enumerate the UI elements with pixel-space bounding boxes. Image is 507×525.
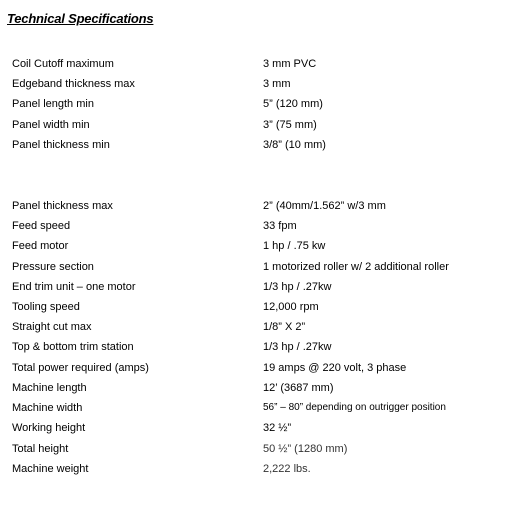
spec-row-top-bottom-trim xyxy=(0,340,507,360)
spec-value: 2” (40mm/1.562” w/3 mm xyxy=(263,200,386,212)
spec-label: Machine length xyxy=(12,382,87,394)
spec-row-panel-length-min xyxy=(0,97,507,117)
spec-label: Machine weight xyxy=(12,463,89,475)
spec-row-total-power xyxy=(0,361,507,381)
spec-value: 3” (75 mm) xyxy=(263,119,317,131)
spec-label: Panel thickness min xyxy=(12,139,110,151)
spec-row-machine-length xyxy=(0,381,507,401)
spec-value: 1 motorized roller w/ 2 additional roller xyxy=(263,261,449,273)
spec-value: 3 mm xyxy=(263,78,291,90)
spec-value: 33 fpm xyxy=(263,220,297,232)
spec-value: 1/8” X 2” xyxy=(263,321,306,333)
spec-label: Feed motor xyxy=(12,240,69,252)
spec-row-straight-cut-max xyxy=(0,320,507,340)
spec-label: Total height xyxy=(12,443,69,455)
spec-row-feed-speed xyxy=(0,219,507,239)
spec-value: 19 amps @ 220 volt, 3 phase xyxy=(263,362,407,374)
spec-label: Total power required (amps) xyxy=(12,362,149,374)
spec-value: 1/3 hp / .27kw xyxy=(263,341,332,353)
spec-value: 3 mm PVC xyxy=(263,58,317,70)
spec-row-panel-thickness-max xyxy=(0,199,507,219)
spec-label: Panel length min xyxy=(12,98,94,110)
spec-label: Machine width xyxy=(12,402,83,414)
spec-row-working-height xyxy=(0,421,507,441)
spec-value: 5” (120 mm) xyxy=(263,98,323,110)
spec-value: 50 ½” (1280 mm) xyxy=(263,443,348,455)
spec-row-panel-thickness-min xyxy=(0,138,507,158)
spec-label: Edgeband thickness max xyxy=(12,78,135,90)
spec-value: 2,222 lbs. xyxy=(263,463,311,475)
spec-value: 1 hp / .75 kw xyxy=(263,240,326,252)
spec-label: Straight cut max xyxy=(12,321,92,333)
spec-row-total-height xyxy=(0,442,507,462)
spec-value: 32 ½” xyxy=(263,422,292,434)
spec-row-tooling-speed xyxy=(0,300,507,320)
spec-row-machine-width xyxy=(0,401,507,421)
spec-value: 12,000 rpm xyxy=(263,301,319,313)
page-title: Technical Specifications xyxy=(7,11,154,26)
spec-label: Working height xyxy=(12,422,86,434)
spec-value: 56” – 80” depending on outrigger position xyxy=(263,402,446,413)
spec-row-coil-cutoff xyxy=(0,57,507,77)
spec-label: Pressure section xyxy=(12,261,94,273)
spec-value: 1/3 hp / .27kw xyxy=(263,281,332,293)
spec-row-edgeband-thickness xyxy=(0,77,507,97)
spec-label: Top & bottom trim station xyxy=(12,341,134,353)
spec-row-end-trim-unit xyxy=(0,280,507,300)
spec-label: End trim unit – one motor xyxy=(12,281,136,293)
spec-label: Panel thickness max xyxy=(12,200,113,212)
spec-row-panel-width-min xyxy=(0,118,507,138)
spec-row-machine-weight xyxy=(0,462,507,482)
spec-row-feed-motor xyxy=(0,239,507,259)
spec-label: Tooling speed xyxy=(12,301,80,313)
spec-value: 12’ (3687 mm) xyxy=(263,382,334,394)
spec-label: Coil Cutoff maximum xyxy=(12,58,114,70)
spec-label: Panel width min xyxy=(12,119,90,131)
spec-label: Feed speed xyxy=(12,220,71,232)
spec-row-pressure-section xyxy=(0,260,507,280)
spec-value: 3/8” (10 mm) xyxy=(263,139,326,151)
